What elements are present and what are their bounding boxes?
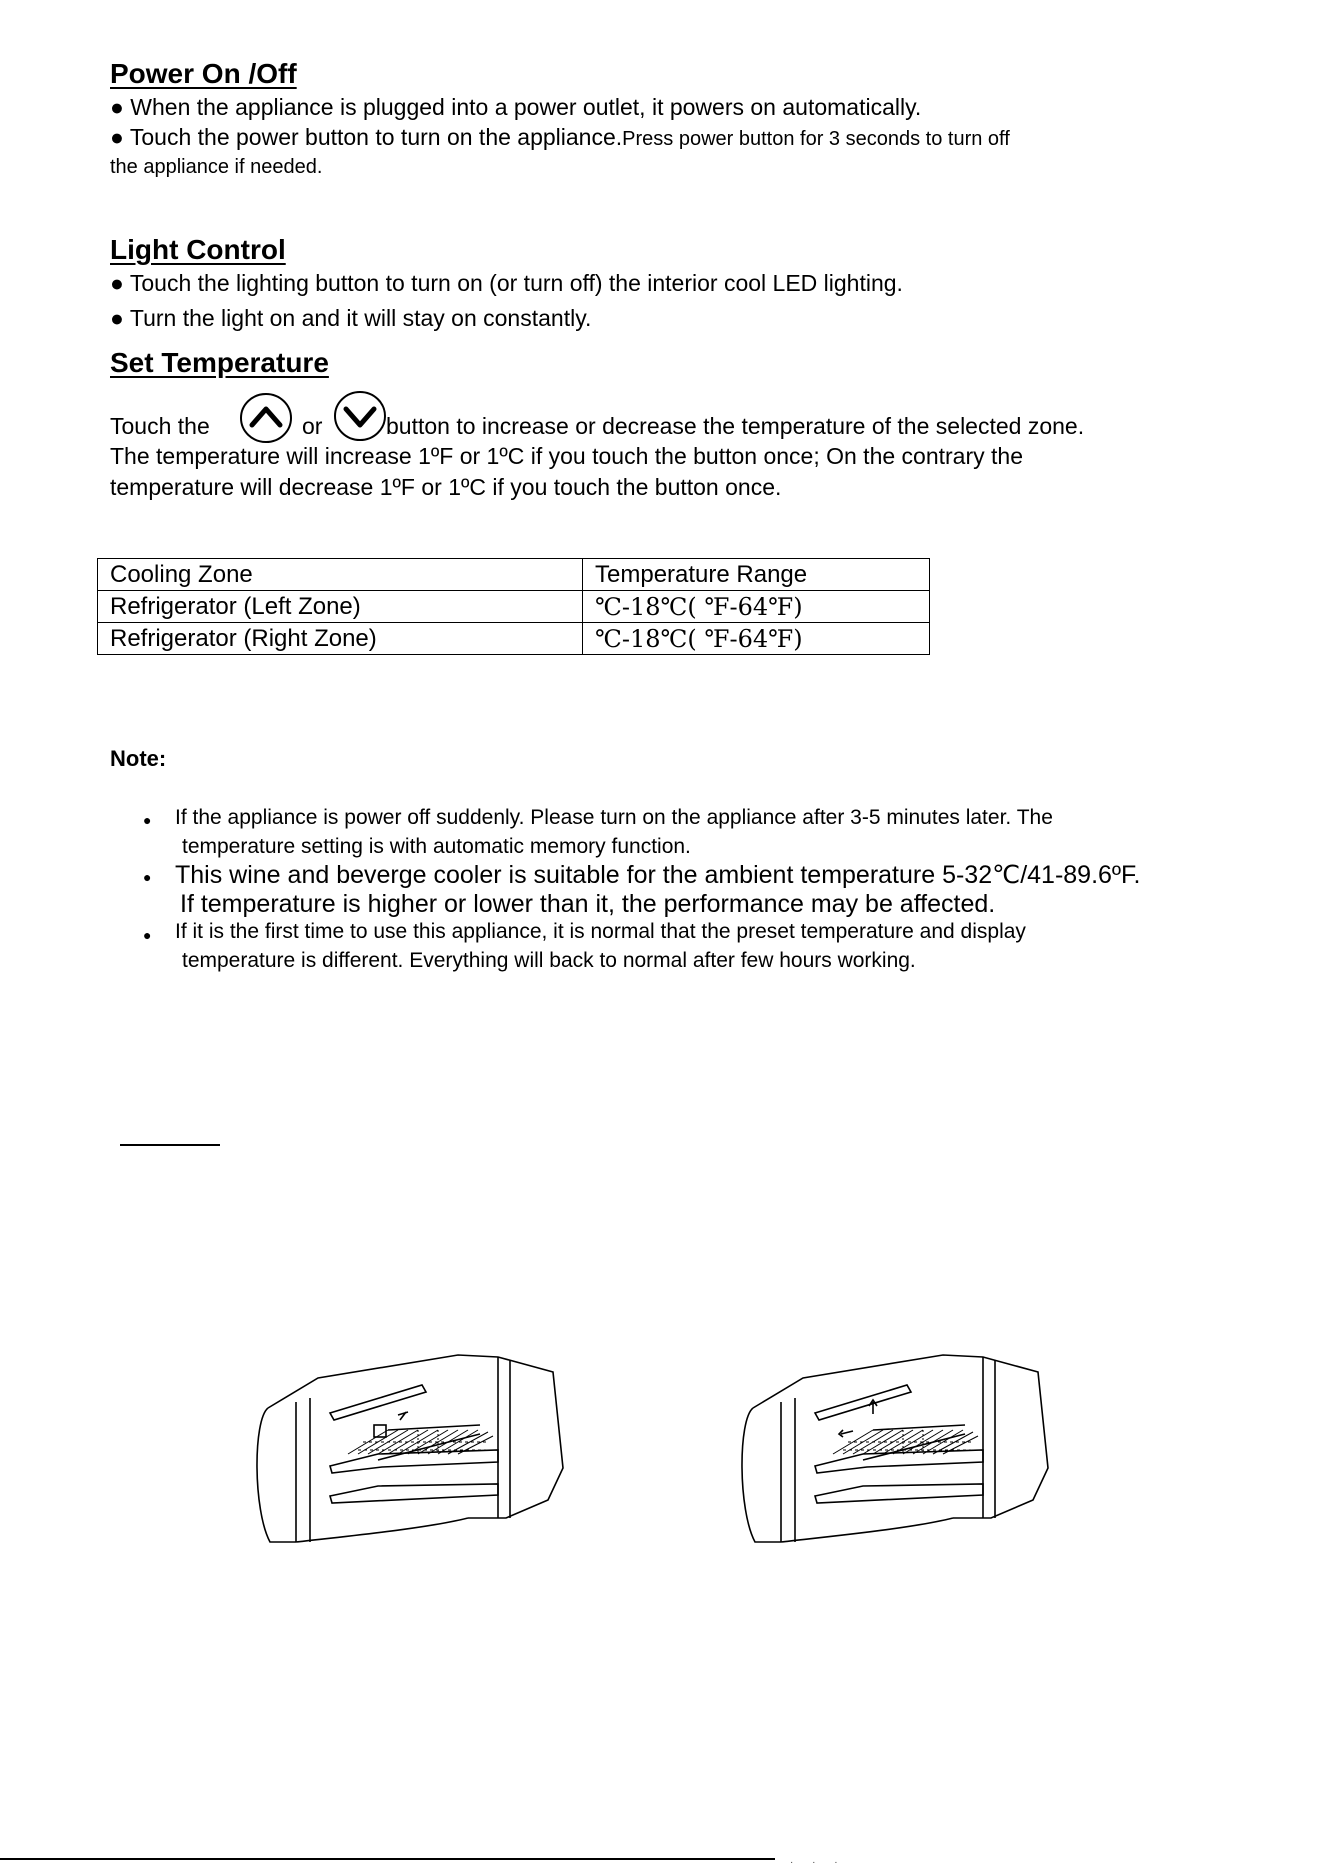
note-2-line-a: This wine and beverge cooler is suitable for the ambient temperature 5-32℃/41-89.6ºF. [175,861,1141,889]
light-line-2: ● Turn the light on and it will stay on constantly. [110,305,592,331]
settemp-or: or [302,413,323,439]
power-line-3: the appliance if needed. [110,156,323,178]
chevron-up-circle-icon [239,392,293,444]
light-heading: Light Control [110,234,286,265]
table-header-temperature-range: Temperature Range [583,559,930,591]
power-line-2 [110,124,1010,151]
temperature-range-table [97,558,930,655]
settemp-touch: Touch the [110,413,210,439]
note-bullet-3: ● [143,927,152,943]
power-line-1: ● When the appliance is plugged into a power outlet, it powers on automatically. [110,94,922,120]
shelf-lift-illustration-icon [733,1350,1073,1545]
table-header-row [98,559,930,591]
table-cell-zone: Refrigerator (Left Zone) [98,591,583,623]
settemp-line-2: The temperature will increase 1ºF or 1ºC if you touch the button once; On the contrary the [110,443,1023,469]
note-bullet-2: ● [143,869,152,885]
light-line-1: ● Touch the lighting button to turn on (or turn off) the interior cool LED lighting. [110,270,903,296]
bottom-rule [0,1858,775,1860]
shelf-removal-illustration-icon [248,1350,588,1545]
power-line-2a: ● Touch the power button to turn on the appliance. [110,124,623,150]
settemp-line-3: temperature will decrease 1ºF or 1ºC if you touch the button once. [110,474,782,500]
table-cell-range: ℃-18℃( ℉-64℉) [583,591,930,623]
note-3-line-b: temperature is different. Everything will back to normal after few hours working. [182,949,916,972]
power-line-2b: Press power button for 3 seconds to turn off [622,128,1010,150]
note-2-line-b: If temperature is higher or lower than it, the performance may be affected. [180,890,996,918]
note-label: Note: [110,746,167,771]
table-row [98,623,930,655]
settemp-heading: Set Temperature [110,347,329,378]
settemp-rest: button to increase or decrease the temperature of the selected zone. [386,413,1085,439]
note-1-line-a: If the appliance is power off suddenly. Please turn on the appliance after 3-5 minutes later. The [175,806,1053,829]
table-cell-range: ℃-18℃( ℉-64℉) [583,623,930,655]
section-underline-rule [120,1144,220,1146]
note-1-line-b: temperature setting is with automatic memory function. [182,835,691,858]
power-heading: Power On /Off [110,58,297,89]
bottom-tail-marks: · · · [790,1857,846,1868]
table-cell-zone: Refrigerator (Right Zone) [98,623,583,655]
table-header-cooling-zone: Cooling Zone [98,559,583,591]
table-row [98,591,930,623]
note-3-line-a: If it is the first time to use this appliance, it is normal that the preset temperature and display [175,920,1026,943]
chevron-down-circle-icon [333,390,387,442]
note-bullet-1: ● [143,812,152,828]
